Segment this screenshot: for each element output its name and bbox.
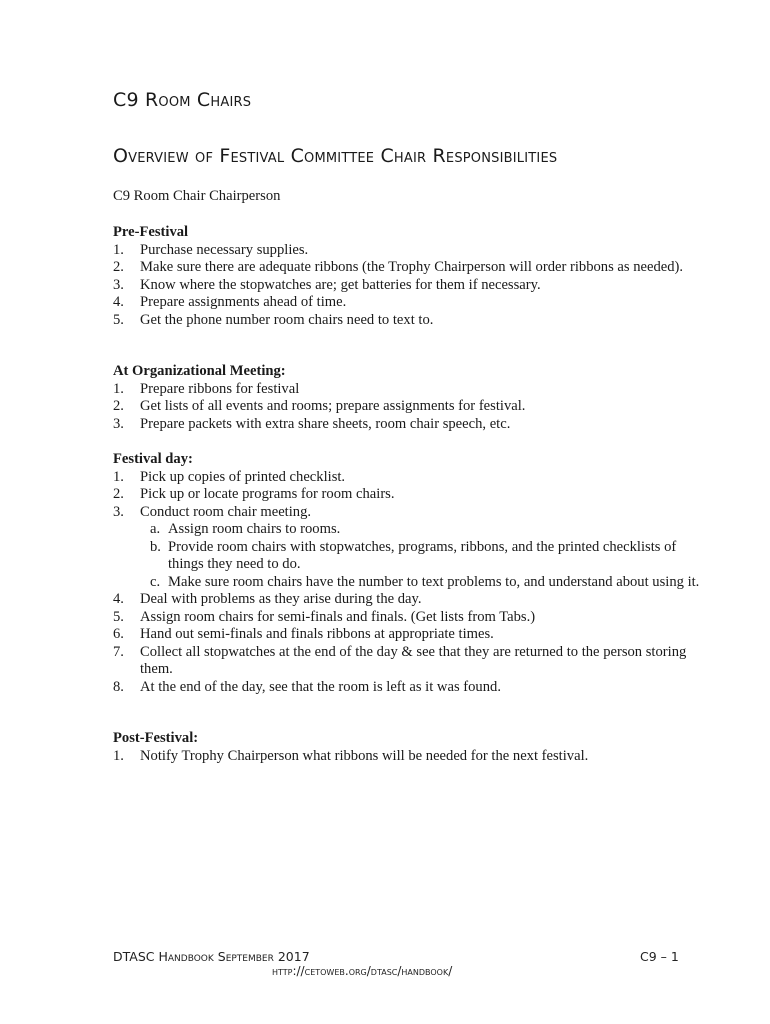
org-meeting-section bbox=[113, 363, 713, 433]
sub-list-item bbox=[113, 574, 713, 592]
item-text: Get lists of all events and rooms; prepare assignments for festival. bbox=[140, 398, 526, 414]
list-item bbox=[113, 748, 713, 766]
footer-handbook-label: DTASC Handbook September 2017 bbox=[113, 949, 310, 964]
item-number: 3. bbox=[113, 415, 124, 432]
sub-list-item bbox=[113, 539, 713, 574]
list-item bbox=[113, 242, 713, 260]
item-text: At the end of the day, see that the room is left as it was found. bbox=[140, 678, 501, 695]
item-number: 2. bbox=[113, 398, 124, 414]
sub-item-letter: a. bbox=[150, 521, 161, 537]
sub-item-letter: b. bbox=[150, 538, 161, 555]
item-text: Make sure there are adequate ribbons (the Trophy Chairperson will order ribbons as needed). bbox=[140, 259, 684, 275]
item-number: 1. bbox=[113, 468, 124, 485]
list-item bbox=[113, 416, 713, 434]
sub-item-text: Make sure room chairs have the number to text problems to, and understand about using it. bbox=[168, 573, 700, 590]
item-text: Deal with problems as they arise during the day. bbox=[140, 591, 422, 607]
sub-item-text: Provide room chairs with stopwatches, programs, ribbons, and the printed checklists of things they need to do. bbox=[168, 538, 677, 572]
item-number: 7. bbox=[113, 643, 124, 660]
list-item bbox=[113, 294, 713, 312]
pre-festival-section bbox=[113, 224, 713, 329]
item-number: 1. bbox=[113, 380, 124, 397]
sub-item-text: Assign room chairs to rooms. bbox=[168, 521, 341, 537]
item-number: 1. bbox=[113, 747, 124, 764]
item-text: Get the phone number room chairs need to text to. bbox=[140, 311, 434, 328]
festival-day-section bbox=[113, 451, 713, 696]
item-number: 5. bbox=[113, 608, 124, 625]
org-meeting-list bbox=[113, 381, 713, 434]
list-item bbox=[113, 591, 713, 609]
festival-day-heading: Festival day: bbox=[113, 451, 193, 467]
item-number: 1. bbox=[113, 241, 124, 258]
list-item bbox=[113, 469, 713, 487]
list-item bbox=[113, 626, 713, 644]
item-text: Pick up or locate programs for room chairs. bbox=[140, 486, 395, 502]
item-text: Prepare assignments ahead of time. bbox=[140, 294, 347, 310]
item-number: 8. bbox=[113, 678, 124, 695]
list-item bbox=[113, 381, 713, 399]
sub-item-letter: c. bbox=[150, 573, 161, 590]
footer-page-number: C9 – 1 bbox=[640, 949, 679, 964]
item-text: Collect all stopwatches at the end of the day & see that they are returned to the person storing them. bbox=[140, 643, 687, 677]
item-text: Prepare packets with extra share sheets, room chair speech, etc. bbox=[140, 415, 511, 432]
item-text: Hand out semi-finals and finals ribbons at appropriate times. bbox=[140, 626, 494, 642]
item-number: 2. bbox=[113, 486, 124, 502]
list-item bbox=[113, 486, 713, 504]
post-festival-section bbox=[113, 730, 713, 765]
item-text: Assign room chairs for semi-finals and finals. (Get lists from Tabs.) bbox=[140, 608, 536, 625]
item-text: Know where the stopwatches are; get batteries for them if necessary. bbox=[140, 276, 541, 293]
item-number: 5. bbox=[113, 311, 124, 328]
item-text: Purchase necessary supplies. bbox=[140, 241, 309, 258]
item-text: Pick up copies of printed checklist. bbox=[140, 468, 346, 485]
chairperson-line: C9 Room Chair Chairperson bbox=[113, 188, 281, 204]
pre-festival-heading: Pre-Festival bbox=[113, 224, 189, 240]
item-text: Prepare ribbons for festival bbox=[140, 380, 300, 397]
item-number: 3. bbox=[113, 276, 124, 293]
post-festival-heading: Post-Festival: bbox=[113, 730, 199, 746]
item-text: Conduct room chair meeting. bbox=[140, 503, 312, 520]
list-item bbox=[113, 277, 713, 295]
post-festival-list bbox=[113, 748, 713, 766]
item-number: 3. bbox=[113, 503, 124, 520]
list-item bbox=[113, 259, 713, 277]
item-number: 2. bbox=[113, 259, 124, 275]
item-number: 6. bbox=[113, 626, 124, 642]
section-title: Overview of Festival Committee Chair Responsibilities bbox=[113, 145, 558, 167]
list-item bbox=[113, 679, 713, 697]
list-item bbox=[113, 312, 713, 330]
item-number: 4. bbox=[113, 294, 124, 310]
pre-festival-list bbox=[113, 242, 713, 330]
item-text: Notify Trophy Chairperson what ribbons will be needed for the next festival. bbox=[140, 747, 589, 764]
list-item bbox=[113, 398, 713, 416]
footer-url-link[interactable]: http://cetoweb.org/dtasc/handbook/ bbox=[272, 964, 453, 978]
org-meeting-heading: At Organizational Meeting: bbox=[113, 363, 286, 379]
page-title: C9 Room Chairs bbox=[113, 89, 252, 111]
list-item bbox=[113, 609, 713, 627]
list-item bbox=[113, 644, 713, 679]
item-number: 4. bbox=[113, 591, 124, 607]
list-item bbox=[113, 504, 713, 522]
sub-list-item bbox=[113, 521, 713, 539]
festival-day-list bbox=[113, 469, 713, 697]
